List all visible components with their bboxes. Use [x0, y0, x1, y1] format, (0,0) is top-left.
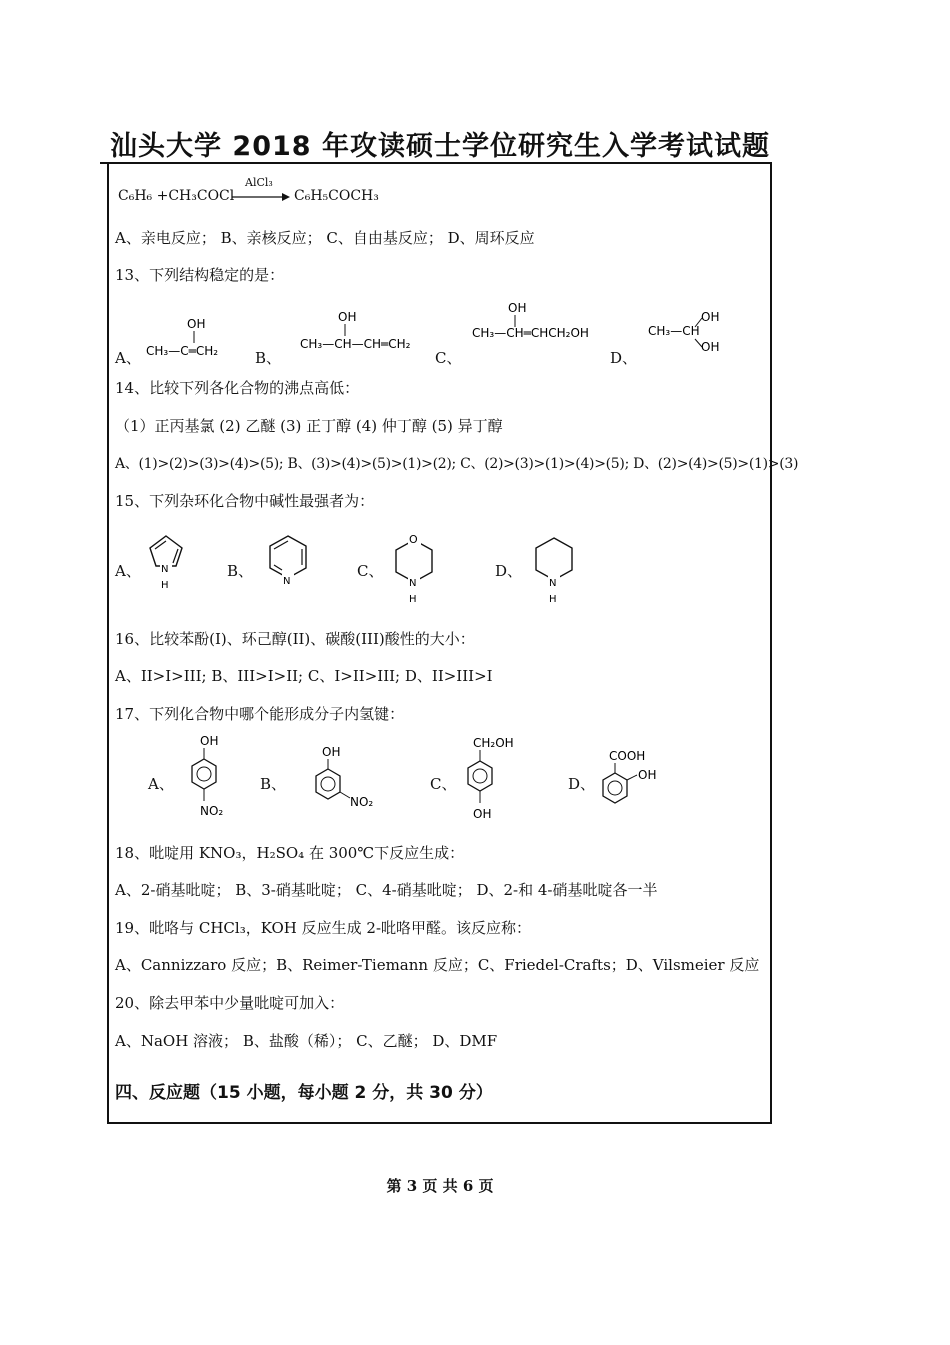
q15-a-n: N [161, 564, 169, 575]
page-number: 第 3 页 共 6 页 [386, 1177, 494, 1195]
q19-stem: 19、吡咯与 CHCl₃，KOH 反应生成 2-吡咯甲醛。该反应称： [115, 919, 532, 937]
q15-label-c: C、 [357, 562, 384, 580]
q17-d-oh: OH [638, 768, 657, 782]
q17-structure-c-hydroxybenzyl-alcohol [458, 733, 528, 823]
q15-label-d: D、 [495, 562, 523, 580]
q13-c-oh: OH [508, 301, 527, 315]
q15-structure-b-pyridine [262, 532, 314, 592]
q17-a-oh: OH [200, 734, 219, 748]
q17-structure-d-salicylic-acid [595, 745, 675, 810]
q17-c-oh: OH [473, 807, 492, 821]
q13-label-a: A、 [115, 349, 141, 367]
q18-stem: 18、吡啶用 KNO₃，H₂SO₄ 在 300℃下反应生成： [115, 844, 465, 862]
q13-structure-b [296, 305, 446, 355]
reaction-right: C₆H₅COCH₃ [294, 188, 379, 204]
q15-d-h: H [549, 594, 557, 605]
reaction-left: C₆H₆ +CH₃COCl [118, 188, 235, 204]
q17-a-no2: NO₂ [200, 804, 224, 818]
q13-stem: 13、下列结构稳定的是： [115, 266, 285, 284]
q15-c-n: N [409, 578, 417, 589]
q17-b-no2: NO₂ [350, 795, 374, 809]
q17-structure-b-m-nitrophenol [300, 742, 390, 812]
q13-a-oh: OH [187, 317, 206, 331]
q19-options: A、Cannizzaro 反应；B、Reimer-Tiemann 反应；C、Friedel-Crafts；D、Vilsmeier 反应 [115, 956, 760, 974]
q13-label-d: D、 [610, 349, 638, 367]
q13-label-b: B、 [255, 349, 282, 367]
q15-stem: 15、下列杂环化合物中碱性最强者为： [115, 492, 375, 510]
q13-structure-c [468, 297, 618, 347]
q15-c-o: O [409, 533, 418, 546]
q14-options: A、(1)>(2)>(3)>(4)>(5); B、(3)>(4)>(5)>(1)>(2); C、(2)>(3)>(1)>(4)>(5); D、(2)>(4)>(5)>(1)>(3) [115, 456, 799, 472]
q13-d-chain: CH₃—CH [648, 324, 700, 338]
q13-b-chain: CH₃—CH—CH═CH₂ [300, 337, 411, 351]
q20-options: A、NaOH 溶液； B、盐酸（稀）； C、乙醚； D、DMF [115, 1032, 498, 1050]
q17-b-oh: OH [322, 745, 341, 759]
q13-d-oh1: OH [701, 310, 720, 324]
q15-a-h: H [161, 580, 169, 591]
q17-d-cooh: COOH [609, 749, 646, 763]
reaction-arrow [232, 190, 290, 204]
q15-structure-c-morpholine [390, 528, 440, 604]
q16-options: A、II>I>III; B、III>I>II; C、I>II>III; D、II>III>I [115, 667, 493, 685]
q16-stem: 16、比较苯酚(I)、环己醇(II)、碳酸(III)酸性的大小： [115, 630, 475, 648]
q15-d-n: N [549, 578, 557, 589]
q17-stem: 17、下列化合物中哪个能形成分子内氢键： [115, 705, 405, 723]
q13-c-chain: CH₃—CH═CHCH₂OH [472, 326, 589, 340]
q17-label-d: D、 [568, 775, 596, 793]
q13-structure-a [140, 310, 250, 360]
q12-options: A、亲电反应； B、亲核反应； C、自由基反应； D、周环反应 [115, 229, 535, 247]
q17-label-c: C、 [430, 775, 457, 793]
q13-structure-d [645, 305, 735, 355]
page-title: 汕头大学 2018 年攻读硕士学位研究生入学考试试题 [110, 131, 770, 162]
q15-structure-a-pyrrole [142, 530, 192, 592]
q13-label-c: C、 [435, 349, 462, 367]
q20-stem: 20、除去甲苯中少量吡啶可加入： [115, 994, 345, 1012]
q15-b-n: N [283, 576, 291, 587]
q14-stem: 14、比较下列各化合物的沸点高低： [115, 379, 360, 397]
q13-a-chain: CH₃—C═CH₂ [146, 344, 219, 358]
q13-d-oh2: OH [701, 340, 720, 354]
q15-c-h: H [409, 594, 417, 604]
q13-b-oh: OH [338, 310, 357, 324]
q18-options: A、2-硝基吡啶； B、3-硝基吡啶； C、4-硝基吡啶； D、2-和 4-硝基吡啶各一半 [115, 881, 658, 899]
q17-label-b: B、 [260, 775, 287, 793]
q17-c-ch2oh: CH₂OH [473, 736, 514, 750]
q15-structure-d-piperidine [528, 534, 580, 606]
q17-label-a: A、 [148, 775, 174, 793]
q15-label-b: B、 [227, 562, 254, 580]
section-four-heading: 四、反应题（15 小题，每小题 2 分，共 30 分） [115, 1083, 493, 1103]
q15-label-a: A、 [115, 562, 141, 580]
q14-items: （1）正丙基氯 (2) 乙醚 (3) 正丁醇 (4) 仲丁醇 (5) 异丁醇 [115, 417, 503, 435]
reaction-catalyst: AlCl₃ [245, 176, 273, 189]
q17-structure-a-p-nitrophenol [180, 733, 240, 821]
